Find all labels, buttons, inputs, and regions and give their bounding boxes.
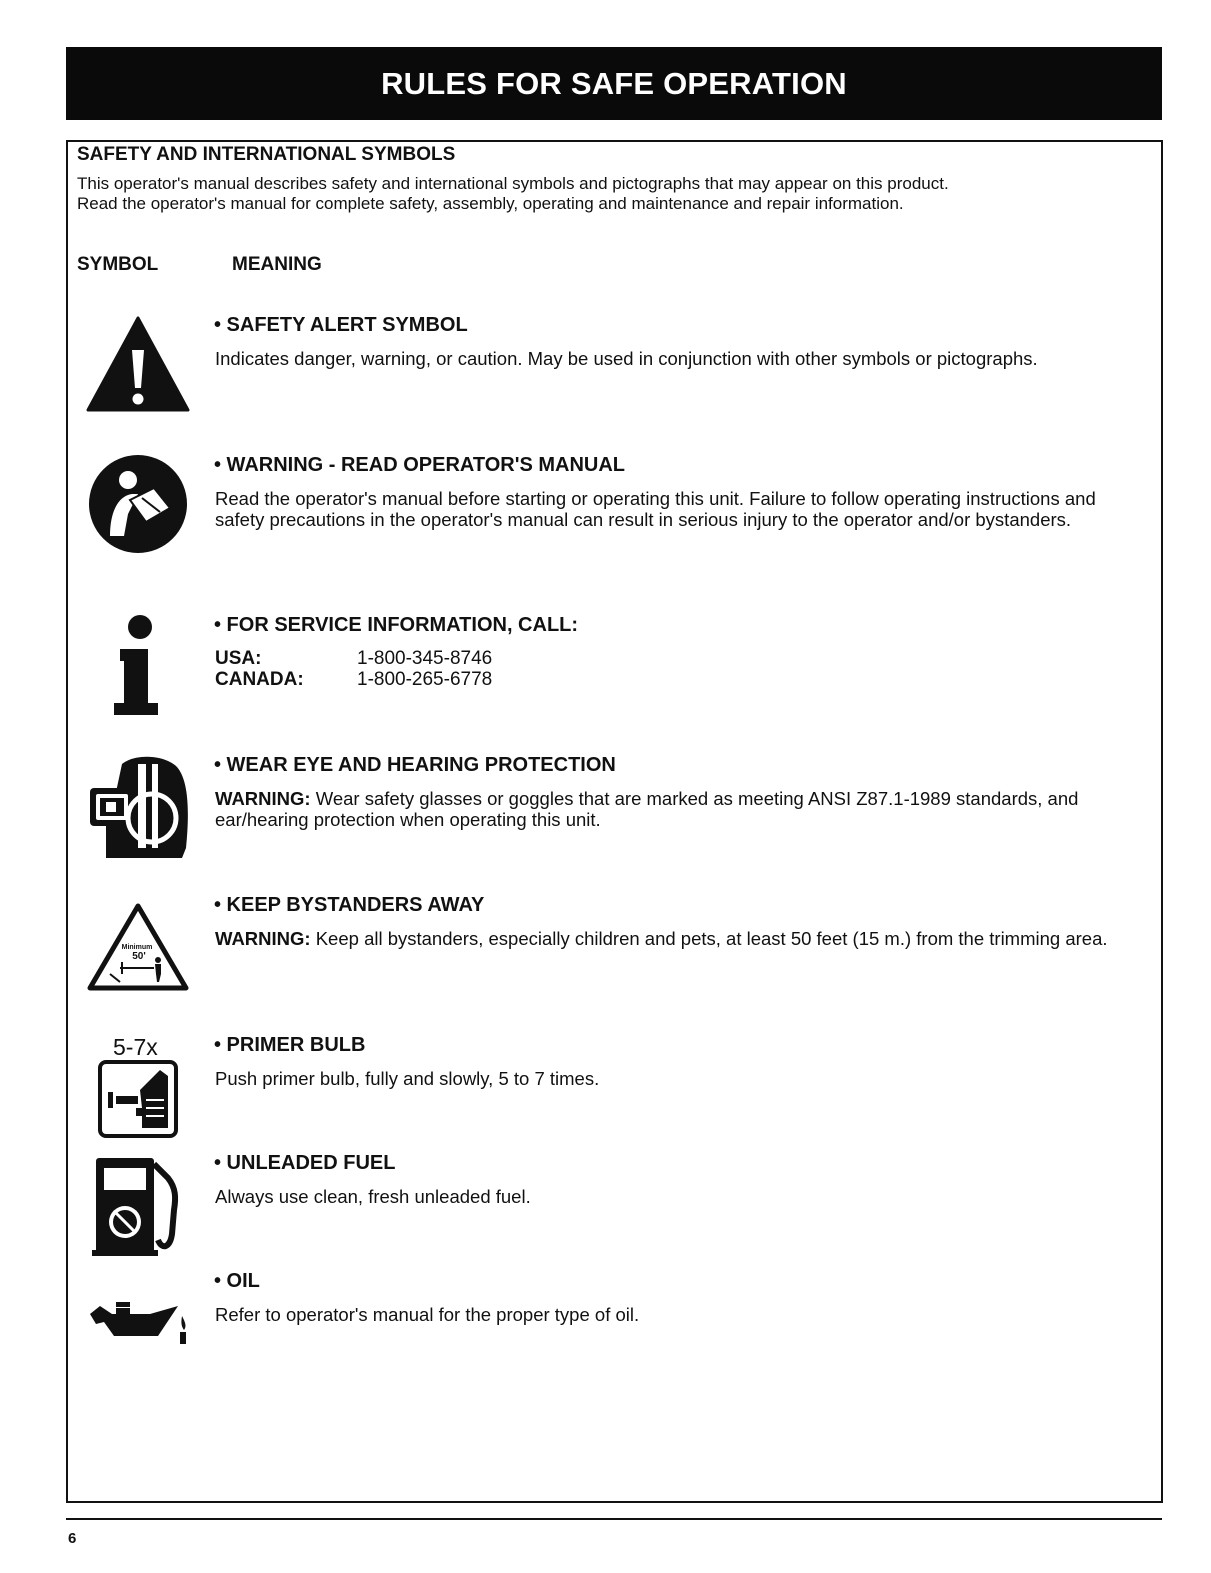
intro-text xyxy=(77,174,1147,214)
entry-title-bystanders: • KEEP BYSTANDERS AWAY xyxy=(214,894,485,916)
entry-title-oil: • OIL xyxy=(214,1270,260,1292)
symbol-column-header: SYMBOL xyxy=(77,254,159,275)
meaning-column-header: MEANING xyxy=(232,254,322,275)
unleaded-fuel-icon xyxy=(90,1154,188,1258)
oil-can-icon xyxy=(86,1300,190,1346)
page-title-bar xyxy=(66,47,1162,120)
entry-body-oil: Refer to operator's manual for the proper type of oil. xyxy=(215,1304,640,1325)
entry-title-service-info: • FOR SERVICE INFORMATION, CALL: xyxy=(214,614,579,636)
primer-count-label: 5-7x xyxy=(113,1034,158,1060)
phone-row-usa xyxy=(215,648,492,669)
distance-label: 50' xyxy=(132,951,146,962)
entry-body-eye-hearing xyxy=(215,788,1160,830)
footer-rule xyxy=(66,1518,1162,1520)
usa-phone: 1-800-345-8746 xyxy=(357,648,493,669)
warning-label: WARNING: xyxy=(215,928,311,949)
intro-line-1: This operator's manual describes safety and international symbols and pictographs that may appear on this product. xyxy=(77,174,949,193)
phone-row-canada xyxy=(215,669,492,690)
usa-label: USA: xyxy=(215,648,262,669)
entry-title-eye-hearing: • WEAR EYE AND HEARING PROTECTION xyxy=(214,754,616,776)
read-manual-icon xyxy=(88,454,188,554)
canada-label: CANADA: xyxy=(215,669,304,690)
canada-phone: 1-800-265-6778 xyxy=(357,669,493,690)
entry-title-primer-bulb: • PRIMER BULB xyxy=(214,1034,366,1056)
entry-body-safety-alert: Indicates danger, warning, or caution. May be used in conjunction with other symbols or pictographs. xyxy=(215,348,1038,369)
warning-text: Wear safety glasses or goggles that are marked as meeting ANSI Z87.1-1989 standards, and ear/hearing protection when operating this unit. xyxy=(215,788,1079,830)
safety-alert-triangle-icon xyxy=(86,316,190,412)
entry-body-bystanders xyxy=(215,928,1115,949)
eye-hearing-protection-icon xyxy=(86,752,190,860)
information-icon xyxy=(110,613,166,717)
page-title: RULES FOR SAFE OPERATION xyxy=(381,65,847,101)
keep-bystanders-away-icon xyxy=(86,902,190,992)
primer-bulb-icon xyxy=(98,1060,178,1138)
entry-body-primer-bulb: Push primer bulb, fully and slowly, 5 to 7 times. xyxy=(215,1068,600,1089)
entry-body-read-manual: Read the operator's manual before starting or operating this unit. Failure to follow operating instructions and safety precautions in the operator's manual can result in serious injury to the operator and/or bystanders. xyxy=(215,488,1096,530)
entry-title-read-manual: • WARNING - READ OPERATOR'S MANUAL xyxy=(214,454,626,476)
warning-text: Keep all bystanders, especially children and pets, at least 50 feet (15 m.) from the trimming area. xyxy=(315,928,1108,949)
entry-body-unleaded-fuel: Always use clean, fresh unleaded fuel. xyxy=(215,1186,531,1207)
intro-line-2: Read the operator's manual for complete safety, assembly, operating and maintenance and repair information. xyxy=(77,194,904,213)
page-number: 6 xyxy=(68,1530,77,1547)
section-heading: SAFETY AND INTERNATIONAL SYMBOLS xyxy=(77,144,456,165)
minimum-label: Minimum xyxy=(121,944,153,951)
warning-label: WARNING: xyxy=(215,788,311,809)
entry-title-unleaded-fuel: • UNLEADED FUEL xyxy=(214,1152,396,1174)
entry-title-safety-alert: • SAFETY ALERT SYMBOL xyxy=(214,314,468,336)
